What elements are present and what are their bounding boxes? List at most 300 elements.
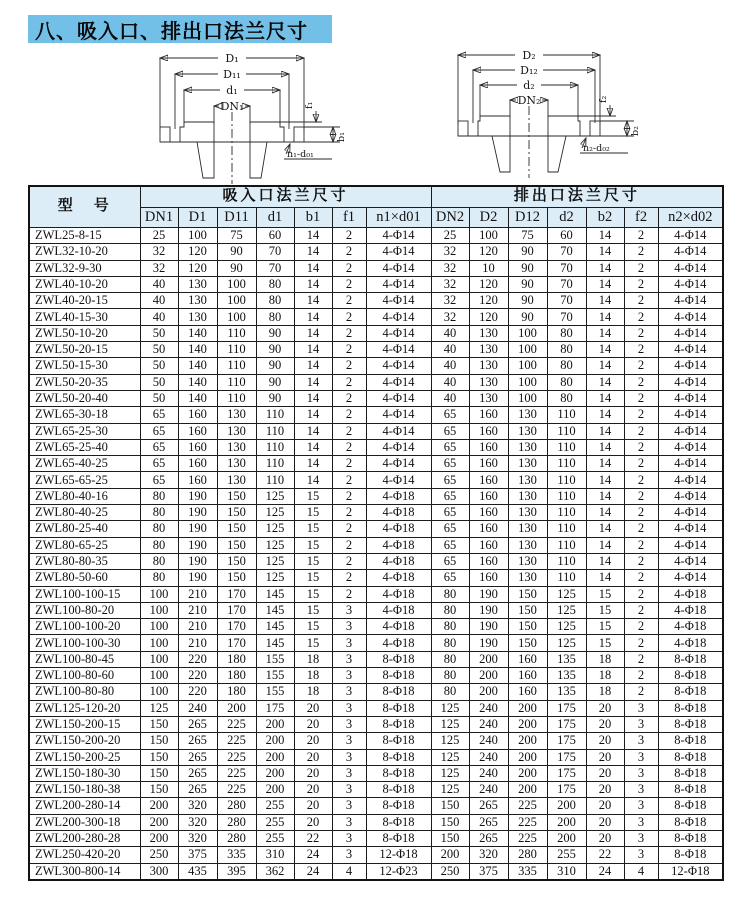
value-cell: 200 <box>140 798 178 814</box>
value-cell: 20 <box>294 814 332 830</box>
value-cell: 170 <box>217 602 256 618</box>
value-cell: 110 <box>256 456 294 472</box>
value-cell: 100 <box>217 293 256 309</box>
value-cell: 70 <box>547 260 586 276</box>
model-cell: ZWL80-65-25 <box>29 537 140 553</box>
value-cell: 22 <box>586 847 624 863</box>
table-row <box>29 830 723 846</box>
dim-label-d1: d₁ <box>226 84 238 97</box>
value-cell: 4-Φ14 <box>366 276 431 292</box>
value-cell: 4-Φ14 <box>658 276 723 292</box>
value-cell: 4-Φ18 <box>366 635 431 651</box>
value-cell: 80 <box>431 684 469 700</box>
value-cell: 150 <box>140 733 178 749</box>
value-cell: 310 <box>547 863 586 880</box>
value-cell: 65 <box>140 456 178 472</box>
value-cell: 50 <box>140 374 178 390</box>
value-cell: 100 <box>140 668 178 684</box>
value-cell: 4-Φ14 <box>366 228 431 244</box>
table-row <box>29 716 723 732</box>
value-cell: 32 <box>431 260 469 276</box>
value-cell: 40 <box>431 342 469 358</box>
model-cell: ZWL80-50-60 <box>29 570 140 586</box>
model-cell: ZWL250-420-20 <box>29 847 140 863</box>
model-cell: ZWL32-9-30 <box>29 260 140 276</box>
value-cell: 200 <box>547 830 586 846</box>
value-cell: 145 <box>256 586 294 602</box>
value-cell: 2 <box>332 586 366 602</box>
value-cell: 155 <box>256 668 294 684</box>
value-cell: 4-Φ14 <box>658 390 723 406</box>
table-row <box>29 570 723 586</box>
value-cell: 200 <box>469 684 508 700</box>
value-cell: 4-Φ14 <box>366 456 431 472</box>
value-cell: 2 <box>624 358 658 374</box>
value-cell: 3 <box>332 733 366 749</box>
value-cell: 2 <box>332 228 366 244</box>
table-row <box>29 505 723 521</box>
value-cell: 70 <box>547 276 586 292</box>
value-cell: 240 <box>469 782 508 798</box>
thickness-dimensions <box>578 95 641 154</box>
value-cell: 8-Φ18 <box>366 733 431 749</box>
value-cell: 2 <box>624 505 658 521</box>
value-cell: 8-Φ18 <box>658 814 723 830</box>
value-cell: 160 <box>469 570 508 586</box>
value-cell: 50 <box>140 342 178 358</box>
value-cell: 130 <box>508 456 547 472</box>
value-cell: 40 <box>431 325 469 341</box>
value-cell: 4-Φ18 <box>366 505 431 521</box>
value-cell: 265 <box>178 733 217 749</box>
value-cell: 3 <box>624 847 658 863</box>
value-cell: 24 <box>294 863 332 880</box>
value-cell: 2 <box>624 439 658 455</box>
table-row <box>29 244 723 260</box>
value-cell: 2 <box>624 390 658 406</box>
value-cell: 175 <box>547 765 586 781</box>
value-cell: 130 <box>508 553 547 569</box>
value-cell: 2 <box>624 456 658 472</box>
value-cell: 18 <box>586 684 624 700</box>
value-cell: 120 <box>178 260 217 276</box>
value-cell: 160 <box>178 456 217 472</box>
value-cell: 150 <box>217 505 256 521</box>
value-cell: 200 <box>431 847 469 863</box>
value-cell: 15 <box>294 635 332 651</box>
value-cell: 14 <box>586 537 624 553</box>
value-cell: 100 <box>508 358 547 374</box>
value-cell: 22 <box>294 830 332 846</box>
value-cell: 40 <box>140 293 178 309</box>
value-cell: 160 <box>508 684 547 700</box>
value-cell: 14 <box>294 260 332 276</box>
value-cell: 150 <box>217 570 256 586</box>
value-cell: 225 <box>217 782 256 798</box>
value-cell: 255 <box>547 847 586 863</box>
value-cell: 110 <box>217 325 256 341</box>
value-cell: 20 <box>294 749 332 765</box>
value-cell: 4 <box>332 863 366 880</box>
value-cell: 130 <box>217 472 256 488</box>
value-cell: 100 <box>178 228 217 244</box>
value-cell: 125 <box>256 570 294 586</box>
model-cell: ZWL100-100-30 <box>29 635 140 651</box>
value-cell: 8-Φ18 <box>658 847 723 863</box>
model-cell: ZWL150-200-15 <box>29 716 140 732</box>
table-row <box>29 847 723 863</box>
value-cell: 20 <box>586 749 624 765</box>
model-cell: ZWL40-20-15 <box>29 293 140 309</box>
value-cell: 80 <box>431 602 469 618</box>
value-cell: 130 <box>469 325 508 341</box>
model-cell: ZWL100-100-15 <box>29 586 140 602</box>
value-cell: 240 <box>178 700 217 716</box>
value-cell: 70 <box>547 293 586 309</box>
value-cell: 4-Φ14 <box>658 260 723 276</box>
value-cell: 130 <box>508 537 547 553</box>
value-cell: 14 <box>294 309 332 325</box>
value-cell: 12-Φ23 <box>366 863 431 880</box>
value-cell: 110 <box>256 439 294 455</box>
model-cell: ZWL125-120-20 <box>29 700 140 716</box>
value-cell: 3 <box>332 619 366 635</box>
value-cell: 160 <box>178 407 217 423</box>
value-cell: 265 <box>469 830 508 846</box>
table-row <box>29 553 723 569</box>
value-cell: 3 <box>332 651 366 667</box>
pipe-wall-left <box>197 142 214 178</box>
value-cell: 265 <box>469 798 508 814</box>
value-cell: 210 <box>178 586 217 602</box>
table-row <box>29 635 723 651</box>
value-cell: 4-Φ18 <box>366 537 431 553</box>
dim-label-b2: b₂ <box>630 126 641 136</box>
value-cell: 4-Φ14 <box>658 472 723 488</box>
value-cell: 3 <box>624 830 658 846</box>
value-cell: 18 <box>294 668 332 684</box>
value-cell: 110 <box>547 488 586 504</box>
value-cell: 3 <box>332 716 366 732</box>
value-cell: 20 <box>586 814 624 830</box>
column-header-f2: f2 <box>624 208 658 228</box>
model-cell: ZWL100-100-20 <box>29 619 140 635</box>
pipe-wall-left <box>492 136 510 172</box>
suction-flange-diagram <box>140 46 355 186</box>
value-cell: 8-Φ18 <box>366 765 431 781</box>
value-cell: 2 <box>624 488 658 504</box>
value-cell: 14 <box>586 472 624 488</box>
value-cell: 125 <box>256 553 294 569</box>
value-cell: 2 <box>332 260 366 276</box>
value-cell: 15 <box>294 521 332 537</box>
value-cell: 14 <box>586 260 624 276</box>
value-cell: 80 <box>256 293 294 309</box>
value-cell: 160 <box>469 553 508 569</box>
value-cell: 2 <box>332 423 366 439</box>
value-cell: 14 <box>586 228 624 244</box>
value-cell: 4-Φ14 <box>658 374 723 390</box>
value-cell: 130 <box>508 521 547 537</box>
value-cell: 125 <box>256 521 294 537</box>
value-cell: 170 <box>217 586 256 602</box>
value-cell: 80 <box>547 374 586 390</box>
value-cell: 18 <box>294 651 332 667</box>
table-row <box>29 700 723 716</box>
value-cell: 125 <box>431 765 469 781</box>
value-cell: 14 <box>294 325 332 341</box>
value-cell: 125 <box>547 602 586 618</box>
pipe-wall-right <box>250 142 267 178</box>
value-cell: 32 <box>140 244 178 260</box>
value-cell: 15 <box>294 619 332 635</box>
value-cell: 14 <box>294 374 332 390</box>
value-cell: 4-Φ14 <box>366 358 431 374</box>
value-cell: 200 <box>469 651 508 667</box>
value-cell: 32 <box>431 244 469 260</box>
table-row <box>29 619 723 635</box>
value-cell: 110 <box>217 342 256 358</box>
value-cell: 160 <box>469 456 508 472</box>
model-cell: ZWL100-80-20 <box>29 602 140 618</box>
value-cell: 335 <box>508 863 547 880</box>
value-cell: 280 <box>508 847 547 863</box>
value-cell: 3 <box>624 814 658 830</box>
value-cell: 110 <box>547 521 586 537</box>
value-cell: 150 <box>217 488 256 504</box>
value-cell: 8-Φ18 <box>366 668 431 684</box>
value-cell: 65 <box>140 472 178 488</box>
table-row <box>29 276 723 292</box>
value-cell: 20 <box>586 765 624 781</box>
table-row <box>29 782 723 798</box>
value-cell: 110 <box>547 505 586 521</box>
value-cell: 8-Φ18 <box>366 700 431 716</box>
value-cell: 4-Φ14 <box>366 309 431 325</box>
table-row <box>29 684 723 700</box>
value-cell: 140 <box>178 358 217 374</box>
value-cell: 120 <box>469 276 508 292</box>
value-cell: 65 <box>431 521 469 537</box>
value-cell: 265 <box>178 716 217 732</box>
value-cell: 130 <box>508 407 547 423</box>
value-cell: 8-Φ18 <box>658 765 723 781</box>
value-cell: 15 <box>294 553 332 569</box>
value-cell: 4-Φ14 <box>658 244 723 260</box>
value-cell: 125 <box>547 619 586 635</box>
value-cell: 14 <box>586 276 624 292</box>
value-cell: 14 <box>294 342 332 358</box>
value-cell: 100 <box>217 309 256 325</box>
column-header-n2×d02: n2×d02 <box>658 208 723 228</box>
value-cell: 280 <box>217 830 256 846</box>
value-cell: 200 <box>140 830 178 846</box>
value-cell: 80 <box>547 342 586 358</box>
value-cell: 100 <box>140 602 178 618</box>
value-cell: 120 <box>469 244 508 260</box>
value-cell: 2 <box>624 342 658 358</box>
value-cell: 300 <box>140 863 178 880</box>
value-cell: 2 <box>332 472 366 488</box>
value-cell: 3 <box>332 798 366 814</box>
value-cell: 4-Φ14 <box>658 228 723 244</box>
value-cell: 4-Φ14 <box>366 260 431 276</box>
model-cell: ZWL65-30-18 <box>29 407 140 423</box>
value-cell: 8-Φ18 <box>658 798 723 814</box>
value-cell: 14 <box>586 244 624 260</box>
value-cell: 150 <box>431 814 469 830</box>
column-header-D1: D1 <box>178 208 217 228</box>
value-cell: 100 <box>140 635 178 651</box>
value-cell: 90 <box>256 358 294 374</box>
table-row <box>29 521 723 537</box>
column-header-D2: D2 <box>469 208 508 228</box>
value-cell: 65 <box>431 505 469 521</box>
value-cell: 225 <box>217 749 256 765</box>
column-header-b1: b1 <box>294 208 332 228</box>
value-cell: 15 <box>586 586 624 602</box>
value-cell: 8-Φ18 <box>366 782 431 798</box>
dim-label-DN2: DN₂ <box>517 94 541 107</box>
value-cell: 255 <box>256 830 294 846</box>
value-cell: 130 <box>217 439 256 455</box>
value-cell: 140 <box>178 325 217 341</box>
value-cell: 145 <box>256 602 294 618</box>
value-cell: 4-Φ18 <box>366 553 431 569</box>
value-cell: 225 <box>217 733 256 749</box>
column-header-DN2: DN2 <box>431 208 469 228</box>
value-cell: 240 <box>469 700 508 716</box>
value-cell: 8-Φ18 <box>658 668 723 684</box>
value-cell: 14 <box>586 293 624 309</box>
value-cell: 2 <box>332 276 366 292</box>
value-cell: 3 <box>332 847 366 863</box>
value-cell: 110 <box>547 423 586 439</box>
value-cell: 200 <box>256 765 294 781</box>
value-cell: 2 <box>332 293 366 309</box>
flange-cross-section <box>160 112 304 184</box>
column-header-n1×d01: n1×d01 <box>366 208 431 228</box>
dim-label-D11: D₁₁ <box>223 68 241 81</box>
value-cell: 80 <box>140 537 178 553</box>
value-cell: 2 <box>624 602 658 618</box>
value-cell: 125 <box>256 488 294 504</box>
value-cell: 130 <box>508 423 547 439</box>
value-cell: 110 <box>547 439 586 455</box>
value-cell: 50 <box>140 390 178 406</box>
table-row <box>29 733 723 749</box>
value-cell: 8-Φ18 <box>658 782 723 798</box>
model-cell: ZWL80-25-40 <box>29 521 140 537</box>
value-cell: 80 <box>431 635 469 651</box>
column-header-b2: b2 <box>586 208 624 228</box>
value-cell: 200 <box>508 700 547 716</box>
value-cell: 4-Φ18 <box>658 619 723 635</box>
value-cell: 8-Φ18 <box>366 716 431 732</box>
table-row <box>29 293 723 309</box>
value-cell: 225 <box>217 716 256 732</box>
value-cell: 2 <box>332 456 366 472</box>
value-cell: 14 <box>294 407 332 423</box>
value-cell: 200 <box>256 749 294 765</box>
value-cell: 2 <box>332 309 366 325</box>
value-cell: 80 <box>547 390 586 406</box>
value-cell: 265 <box>178 782 217 798</box>
value-cell: 2 <box>624 651 658 667</box>
value-cell: 18 <box>294 684 332 700</box>
model-cell: ZWL25-8-15 <box>29 228 140 244</box>
value-cell: 2 <box>624 325 658 341</box>
value-cell: 50 <box>140 325 178 341</box>
value-cell: 14 <box>586 521 624 537</box>
value-cell: 190 <box>178 570 217 586</box>
value-cell: 2 <box>624 570 658 586</box>
value-cell: 14 <box>586 407 624 423</box>
value-cell: 135 <box>547 684 586 700</box>
value-cell: 320 <box>178 814 217 830</box>
model-cell: ZWL65-25-30 <box>29 423 140 439</box>
value-cell: 2 <box>624 260 658 276</box>
value-cell: 110 <box>547 570 586 586</box>
table-row <box>29 228 723 244</box>
value-cell: 100 <box>508 390 547 406</box>
value-cell: 4-Φ18 <box>366 521 431 537</box>
value-cell: 320 <box>178 830 217 846</box>
value-cell: 40 <box>431 390 469 406</box>
value-cell: 14 <box>294 472 332 488</box>
value-cell: 120 <box>469 309 508 325</box>
value-cell: 280 <box>217 798 256 814</box>
value-cell: 14 <box>294 390 332 406</box>
value-cell: 90 <box>508 309 547 325</box>
value-cell: 225 <box>508 830 547 846</box>
value-cell: 110 <box>256 407 294 423</box>
value-cell: 14 <box>294 456 332 472</box>
value-cell: 14 <box>586 423 624 439</box>
value-cell: 110 <box>256 423 294 439</box>
value-cell: 3 <box>332 830 366 846</box>
value-cell: 90 <box>508 276 547 292</box>
value-cell: 4-Φ14 <box>366 407 431 423</box>
value-cell: 210 <box>178 635 217 651</box>
table-row <box>29 749 723 765</box>
value-cell: 2 <box>624 635 658 651</box>
value-cell: 40 <box>140 276 178 292</box>
table-row <box>29 260 723 276</box>
value-cell: 20 <box>294 700 332 716</box>
value-cell: 4-Φ14 <box>658 293 723 309</box>
value-cell: 80 <box>547 358 586 374</box>
value-cell: 12-Φ18 <box>366 847 431 863</box>
value-cell: 80 <box>256 309 294 325</box>
value-cell: 200 <box>508 733 547 749</box>
value-cell: 8-Φ18 <box>658 684 723 700</box>
value-cell: 190 <box>469 586 508 602</box>
value-cell: 125 <box>431 733 469 749</box>
value-cell: 3 <box>624 798 658 814</box>
value-cell: 14 <box>294 358 332 374</box>
value-cell: 130 <box>217 407 256 423</box>
value-cell: 8-Φ18 <box>658 749 723 765</box>
value-cell: 4-Φ14 <box>658 325 723 341</box>
value-cell: 130 <box>178 276 217 292</box>
value-cell: 3 <box>332 635 366 651</box>
column-header-D11: D11 <box>217 208 256 228</box>
model-cell: ZWL40-15-30 <box>29 309 140 325</box>
value-cell: 175 <box>547 733 586 749</box>
table-row <box>29 863 723 880</box>
model-cell: ZWL150-180-30 <box>29 765 140 781</box>
